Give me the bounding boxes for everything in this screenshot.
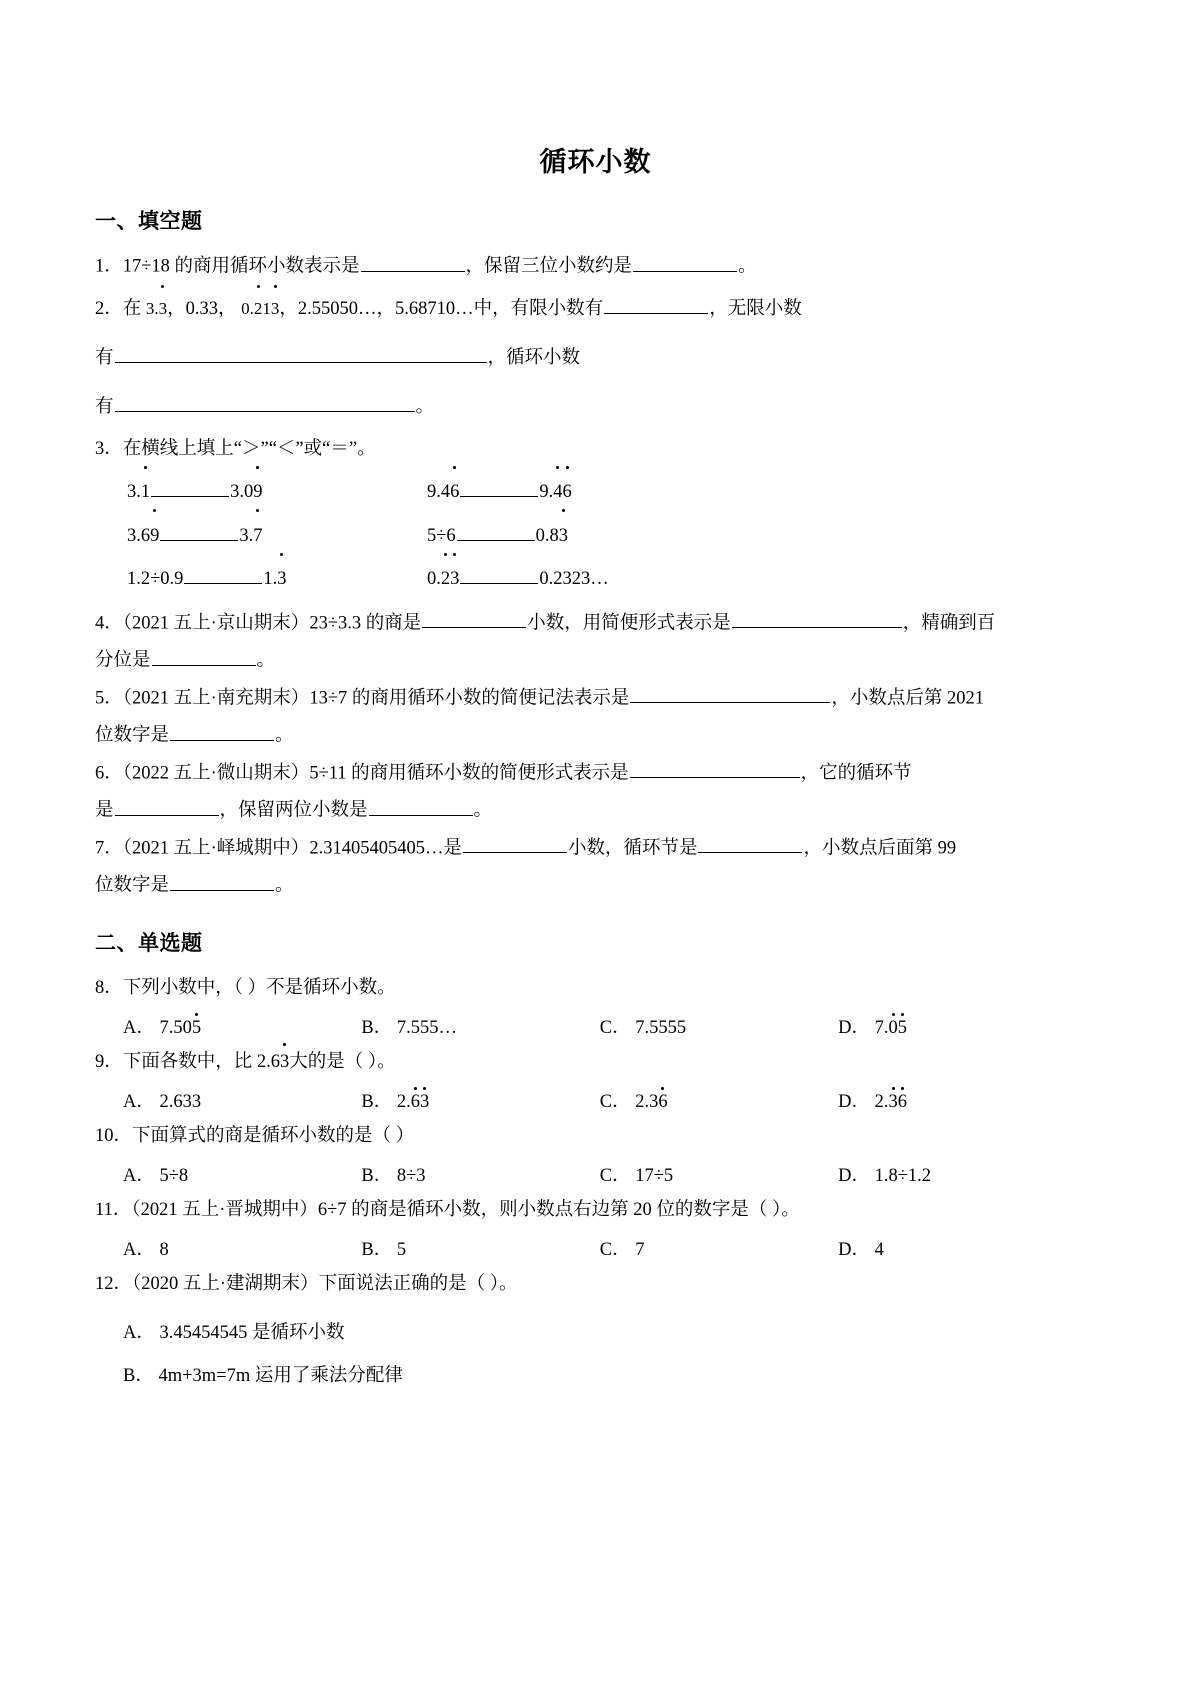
question-2-line-3	[95, 380, 1096, 429]
question-7-line-2	[95, 864, 1096, 901]
answer-blank[interactable]	[732, 609, 902, 629]
answer-blank[interactable]	[457, 521, 535, 541]
answer-blank[interactable]	[460, 565, 538, 585]
answer-blank[interactable]	[170, 721, 274, 741]
option-value: 8÷3	[396, 1166, 426, 1187]
question-11-options	[95, 1226, 1096, 1263]
option-value: 7.5555	[635, 1018, 687, 1039]
section-heading-fill-in: 一、填空题	[95, 210, 203, 233]
option-d[interactable]	[838, 1161, 1076, 1187]
question-3-rows	[95, 465, 1096, 601]
answer-blank[interactable]	[115, 796, 219, 816]
question-6-text-e: 。	[473, 800, 493, 821]
option-b[interactable]	[361, 1235, 599, 1261]
option-label: A．	[123, 1166, 155, 1187]
question-7-source: （2021 五上·峄城期中）	[122, 838, 310, 859]
option-label: C．	[599, 1240, 631, 1261]
answer-blank[interactable]	[463, 834, 567, 854]
question-9-number: 9．	[95, 1052, 123, 1073]
question-4-text-c: ，精确到百	[902, 613, 996, 634]
question-10-number: 10．	[95, 1126, 133, 1147]
question-6-source: （2022 五上·微山期末）	[122, 763, 310, 784]
option-value: 1.8÷1.2	[874, 1166, 932, 1187]
option-label: C．	[599, 1166, 631, 1187]
question-12-source: （2020 五上·建湖期末）	[132, 1274, 319, 1295]
question-5-text-b: ，小数点后第 2021	[831, 688, 984, 709]
question-7-text-d: 位数字是	[95, 875, 170, 896]
question-1	[95, 245, 1096, 282]
option-value: 7	[635, 1240, 645, 1261]
comparison-pair-2: 9.46 9.46	[427, 471, 727, 514]
question-2-sep: ，0.33，	[167, 299, 237, 320]
option-label: B．	[123, 1365, 154, 1386]
question-11-source: （2021 五上·晋城期中）	[131, 1200, 318, 1221]
question-11-number: 11．	[95, 1200, 132, 1221]
question-11-stem: 6÷7 的商是循环小数，则小数点右边第 20 位的数字是（ ）。	[317, 1200, 800, 1221]
option-value: 4	[874, 1240, 884, 1261]
question-12-number: 12．	[95, 1274, 133, 1295]
option-d[interactable]: D． 7.05	[838, 1018, 907, 1039]
question-6-text-d: ，保留两位小数是	[219, 800, 368, 821]
question-12	[95, 1263, 1096, 1300]
question-9-stem-a: 下面各数中，比	[122, 1052, 253, 1073]
comparison-row-1	[127, 471, 1096, 514]
question-3-number: 3．	[95, 439, 123, 460]
question-7-text-a: 2.31405405405…是	[309, 838, 462, 859]
question-7-text-e: 。	[275, 875, 294, 896]
answer-blank[interactable]	[460, 478, 538, 498]
question-4-text-e: 。	[256, 650, 276, 671]
question-7-number: 7．	[95, 838, 123, 859]
question-2-text-f: 有	[95, 396, 114, 417]
answer-blank[interactable]	[604, 295, 708, 315]
option-a[interactable]	[123, 1235, 361, 1261]
question-1-text-a: 17÷18 的商用循环小数表示是	[122, 256, 360, 277]
question-9-stem-b: 大的是（ ）。	[289, 1052, 396, 1073]
question-7-text-b: 小数，循环节是	[567, 838, 698, 859]
question-7-text-c: ，小数点后面第 99	[803, 838, 957, 859]
answer-blank[interactable]	[630, 759, 800, 779]
option-a[interactable]: A． 7.505	[123, 1018, 202, 1039]
section-heading-multiple-choice: 二、单选题	[95, 932, 203, 956]
question-2-number: 2．	[95, 299, 123, 320]
option-label: A．	[123, 1323, 155, 1344]
question-2-text-b: ，2.55050…，5.68710…中，有限小数有	[279, 299, 604, 320]
option-label: D．	[838, 1240, 870, 1261]
option-text: 4m+3m=7m 运用了乘法分配律	[158, 1365, 403, 1386]
option-label: D．	[838, 1018, 870, 1039]
question-2-text-d: 有	[95, 348, 114, 369]
answer-blank[interactable]	[633, 252, 737, 272]
option-label: D．	[838, 1166, 870, 1187]
option-label: B．	[361, 1092, 393, 1113]
question-1-text-c: 。	[738, 256, 757, 277]
question-2-text-g: 。	[415, 396, 435, 417]
comparison-pair-3: 3.69 3.7	[127, 515, 427, 558]
option-value: 2.633	[159, 1092, 202, 1113]
question-9	[95, 1041, 1096, 1078]
option-a[interactable]	[123, 1312, 1096, 1355]
answer-blank[interactable]	[361, 252, 465, 272]
question-6-number: 6．	[95, 763, 123, 784]
answer-blank[interactable]	[115, 344, 487, 364]
option-value: 7.555…	[396, 1018, 457, 1039]
question-6	[95, 752, 1096, 789]
answer-blank[interactable]	[170, 871, 274, 891]
question-3	[95, 428, 1096, 465]
question-2-text-a: 在	[122, 299, 142, 320]
comparison-row-3	[127, 558, 1096, 601]
question-2	[95, 282, 1096, 331]
option-d[interactable]: D． 2.36	[838, 1092, 907, 1113]
answer-blank[interactable]	[698, 834, 802, 854]
comparison-pair-6: 0.23 0.2323…	[427, 558, 727, 601]
question-3-prompt: 在横线上填上“＞”“＜”或“＝”。	[122, 439, 376, 460]
question-2-line-2	[95, 331, 1096, 380]
option-b[interactable]	[361, 1161, 599, 1187]
question-5	[95, 677, 1096, 714]
answer-blank[interactable]	[160, 521, 238, 541]
question-6-text-a: 5÷11 的商用循环小数的简便形式表示是	[309, 763, 629, 784]
question-6-text-c: 是	[95, 800, 114, 821]
option-value: 17÷5	[635, 1166, 674, 1187]
option-label: B．	[361, 1240, 393, 1261]
option-label: A．	[123, 1018, 155, 1039]
option-text: 3.45454545 是循环小数	[159, 1323, 345, 1344]
option-c[interactable]: C． 2.36	[599, 1092, 668, 1113]
option-b[interactable]	[361, 1013, 599, 1039]
question-8-number: 8．	[95, 978, 123, 999]
question-11	[95, 1189, 1096, 1226]
option-label: A．	[123, 1240, 155, 1261]
question-1-number: 1．	[95, 256, 123, 277]
comparison-pair-4: 5÷6 0.83	[427, 515, 727, 558]
comparison-pair-1: 3.1 3.09	[127, 471, 427, 514]
question-4-line-2	[95, 639, 1096, 676]
question-8	[95, 967, 1096, 1004]
option-b[interactable]	[123, 1355, 1096, 1398]
option-d[interactable]	[838, 1235, 1076, 1261]
option-c[interactable]	[600, 1235, 838, 1261]
question-4-text-b: 小数，用简便形式表示是	[527, 613, 731, 634]
option-label: B．	[361, 1018, 393, 1039]
answer-blank[interactable]	[152, 646, 256, 666]
question-4-text-d: 分位是	[95, 650, 151, 671]
question-12-options	[95, 1300, 1096, 1397]
answer-blank[interactable]	[422, 609, 526, 629]
question-12-stem: 下面说法正确的是（ ）。	[318, 1274, 518, 1295]
option-value: 5÷8	[159, 1166, 189, 1187]
option-label: A．	[123, 1092, 155, 1113]
answer-blank[interactable]	[369, 796, 473, 816]
option-c[interactable]	[600, 1161, 838, 1187]
question-5-text-d: 。	[275, 725, 294, 746]
comparison-row-2	[127, 515, 1096, 558]
repeating-decimal-2p63: 2.63	[257, 1052, 289, 1072]
question-10-stem: 下面算式的商是循环小数的是（ ）	[132, 1126, 415, 1147]
question-5-text-c: 位数字是	[95, 725, 170, 746]
option-a[interactable]	[123, 1087, 361, 1113]
page-title: 循环小数	[539, 147, 652, 177]
option-value: 5	[396, 1240, 407, 1261]
option-value: 8	[159, 1240, 169, 1261]
question-8-stem: 下列小数中，（ ）不是循环小数。	[122, 978, 396, 999]
option-a[interactable]	[123, 1161, 361, 1187]
option-label: B．	[361, 1166, 393, 1187]
answer-blank[interactable]	[630, 684, 830, 704]
question-10-options	[95, 1152, 1096, 1189]
question-1-text-b: ，保留三位小数约是	[465, 256, 633, 277]
question-8-options	[95, 1004, 1096, 1041]
question-9-options	[95, 1078, 1096, 1115]
comparison-pair-5: 1.2÷0.9 1.3	[127, 558, 427, 601]
option-label: C．	[599, 1092, 631, 1113]
question-4	[95, 602, 1096, 639]
option-label: C．	[599, 1018, 631, 1039]
question-5-text-a: 13÷7 的商用循环小数的简便记法表示是	[309, 688, 630, 709]
question-6-text-b: ，它的循环节	[800, 763, 912, 784]
option-b[interactable]: B． 2.63	[361, 1092, 430, 1113]
repeating-decimal-3p3: 3.3	[146, 299, 167, 318]
option-c[interactable]	[600, 1013, 838, 1039]
question-5-source: （2021 五上·南充期末）	[122, 688, 310, 709]
answer-blank[interactable]	[151, 478, 229, 498]
question-2-text-e: ，循环小数	[487, 348, 581, 369]
question-5-number: 5．	[95, 688, 123, 709]
option-label: D．	[838, 1092, 870, 1113]
question-7	[95, 827, 1096, 864]
question-2-text-c: ，无限小数	[709, 299, 802, 320]
answer-blank[interactable]	[184, 565, 262, 585]
question-4-text-a: 23÷3.3 的商是	[309, 613, 422, 634]
answer-blank[interactable]	[115, 392, 415, 412]
question-5-line-2	[95, 714, 1096, 751]
question-4-source: （2021 五上·京山期末）	[122, 613, 310, 634]
question-6-line-2	[95, 789, 1096, 826]
repeating-decimal-0p213: 0.213	[241, 299, 279, 318]
question-4-number: 4．	[95, 613, 123, 634]
question-10	[95, 1115, 1096, 1152]
